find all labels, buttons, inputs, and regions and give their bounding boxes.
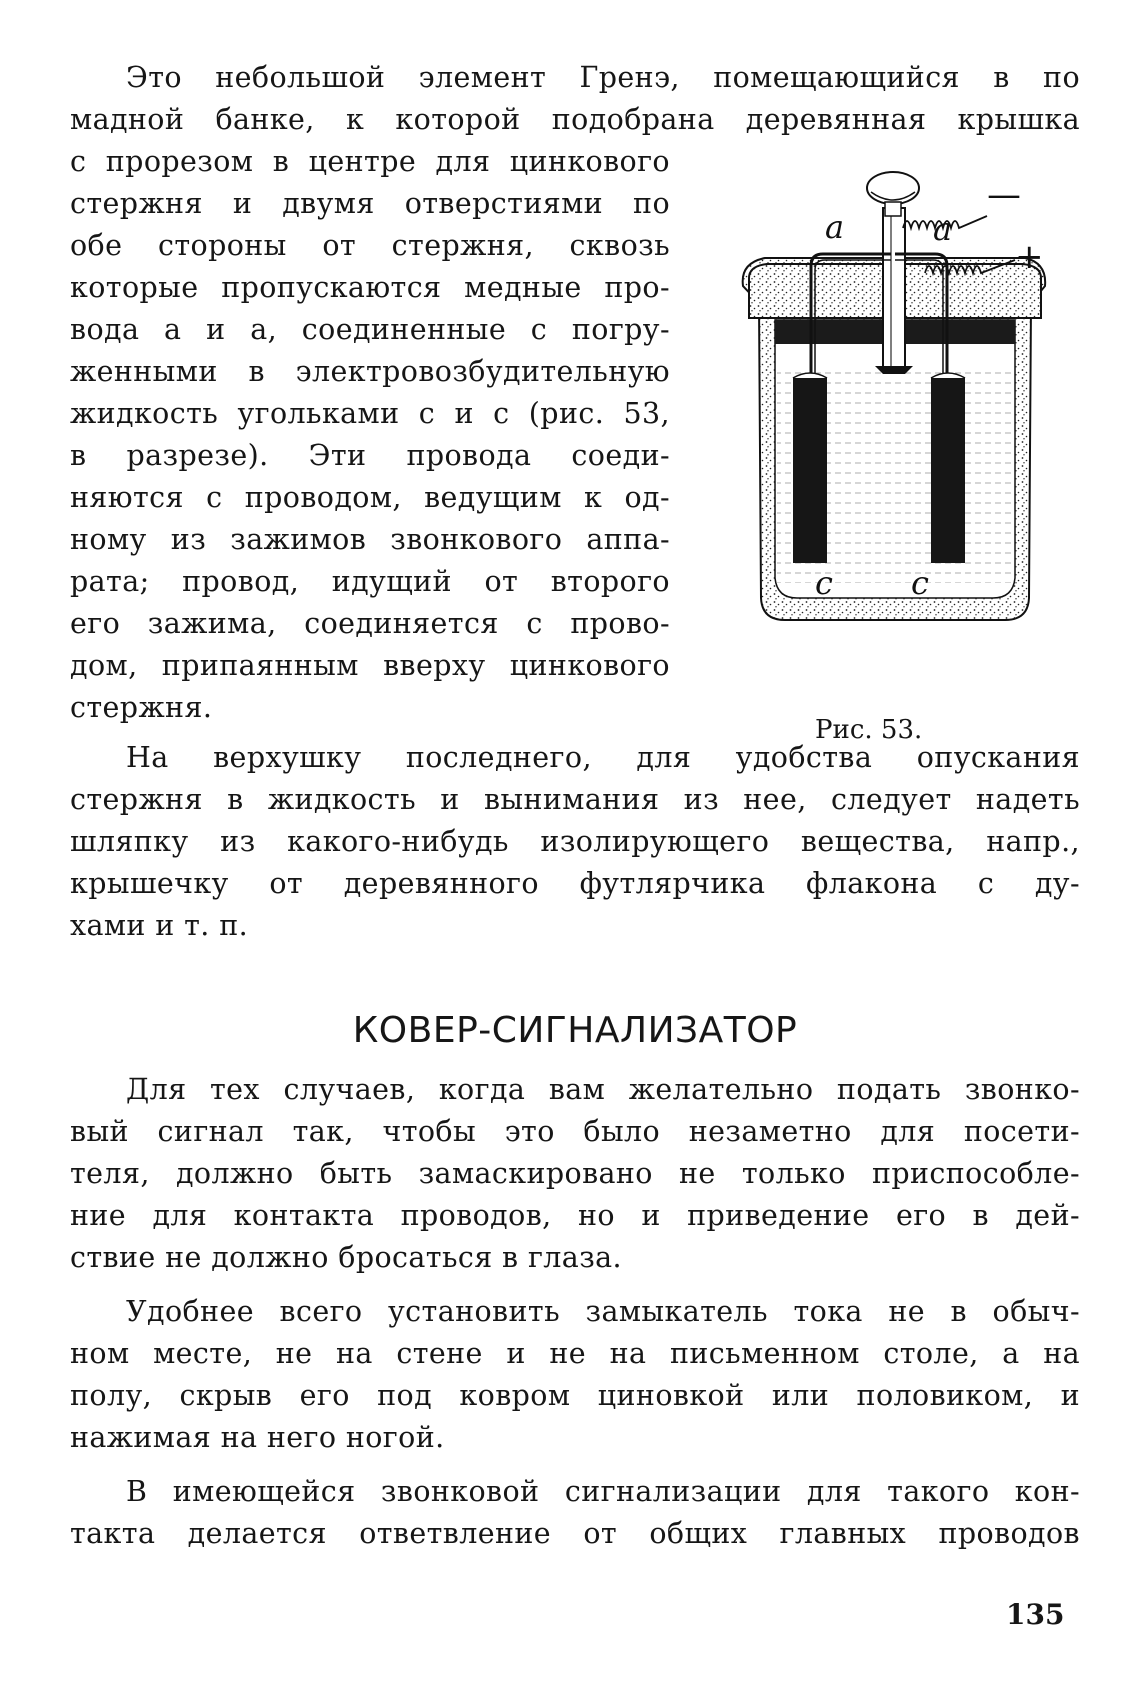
text-line: Удобнее всего установить замыкатель тока не в обыч- [126, 1295, 1080, 1328]
grenet-cell-figure [725, 168, 1065, 678]
text-line: ствие не должно бросаться в глаза. [70, 1241, 622, 1274]
text-line: полу, скрыв его под ковром циновкой или половиком, и [70, 1379, 1080, 1412]
text-line: ному из зажимов звонкового аппа- [70, 523, 670, 556]
label-wire-a-right: a [933, 210, 953, 248]
text-line: няются с проводом, ведущим к од- [70, 481, 670, 514]
text-line: Для тех случаев, когда вам желательно подать звонко- [126, 1073, 1080, 1106]
label-carbon-c-right: c [911, 564, 929, 602]
text-line: стержня и двумя отверстиями по [70, 187, 670, 220]
text-line: стержня. [70, 691, 213, 724]
text-line: нажимая на него ногой. [70, 1421, 445, 1454]
text-line: ном месте, не на стене и не на письменном столе, а на [70, 1337, 1080, 1370]
text-line: с прорезом в центре для цинкового [70, 145, 670, 178]
text-line: теля, должно быть замаскировано не только приспособле- [70, 1157, 1080, 1190]
label-carbon-c-left: c [815, 564, 833, 602]
text-line: в разрезе). Эти провода соеди- [70, 439, 670, 472]
carbon-right [931, 378, 965, 563]
text-line: которые пропускаются медные про- [70, 271, 670, 304]
text-line: дом, припаянным вверху цинкового [70, 649, 670, 682]
label-wire-a-left: a [825, 208, 845, 246]
text-line: вода а и а, соединенные с погру- [70, 313, 670, 346]
text-line: крышечку от деревянного футлярчика флакона с ду- [70, 867, 1080, 900]
text-line: рата; провод, идущий от второго [70, 565, 670, 598]
text-line: жидкость угольками с и с (рис. 53, [70, 397, 670, 430]
carbon-left [793, 378, 827, 563]
knob-cap [867, 172, 919, 216]
text-line: Это небольшой элемент Гренэ, помещающийся в по [126, 61, 1080, 94]
text-line: На верхушку последнего, для удобства опускания [126, 741, 1080, 774]
label-plus: + [1015, 237, 1044, 277]
text-line: обе стороны от стержня, сквозь [70, 229, 670, 262]
label-minus: — [987, 175, 1021, 215]
text-line: вый сигнал так, чтобы это было незаметно для посети- [70, 1115, 1080, 1148]
text-line: шляпку из какого-нибудь изолирующего вещества, напр., [70, 825, 1080, 858]
text-line: его зажима, соединяется с прово- [70, 607, 670, 640]
page-number: 135 [1006, 1598, 1065, 1631]
text-line: В имеющейся звонковой сигнализации для такого кон- [126, 1475, 1080, 1508]
text-line: стержня в жидкость и вынимания из нее, следует надеть [70, 783, 1080, 816]
text-line: такта делается ответвление от общих главных проводов [70, 1517, 1080, 1550]
text-line: женными в электровозбудительную [70, 355, 670, 388]
section-heading: КОВЕР-СИГНАЛИЗАТОР [352, 1010, 798, 1051]
text-line: ние для контакта проводов, но и приведение его в дей- [70, 1199, 1080, 1232]
text-line: хами и т. п. [70, 909, 249, 942]
text-line: мадной банке, к которой подобрана деревянная крышка [70, 103, 1080, 136]
figure-caption: Рис. 53. [815, 715, 923, 745]
